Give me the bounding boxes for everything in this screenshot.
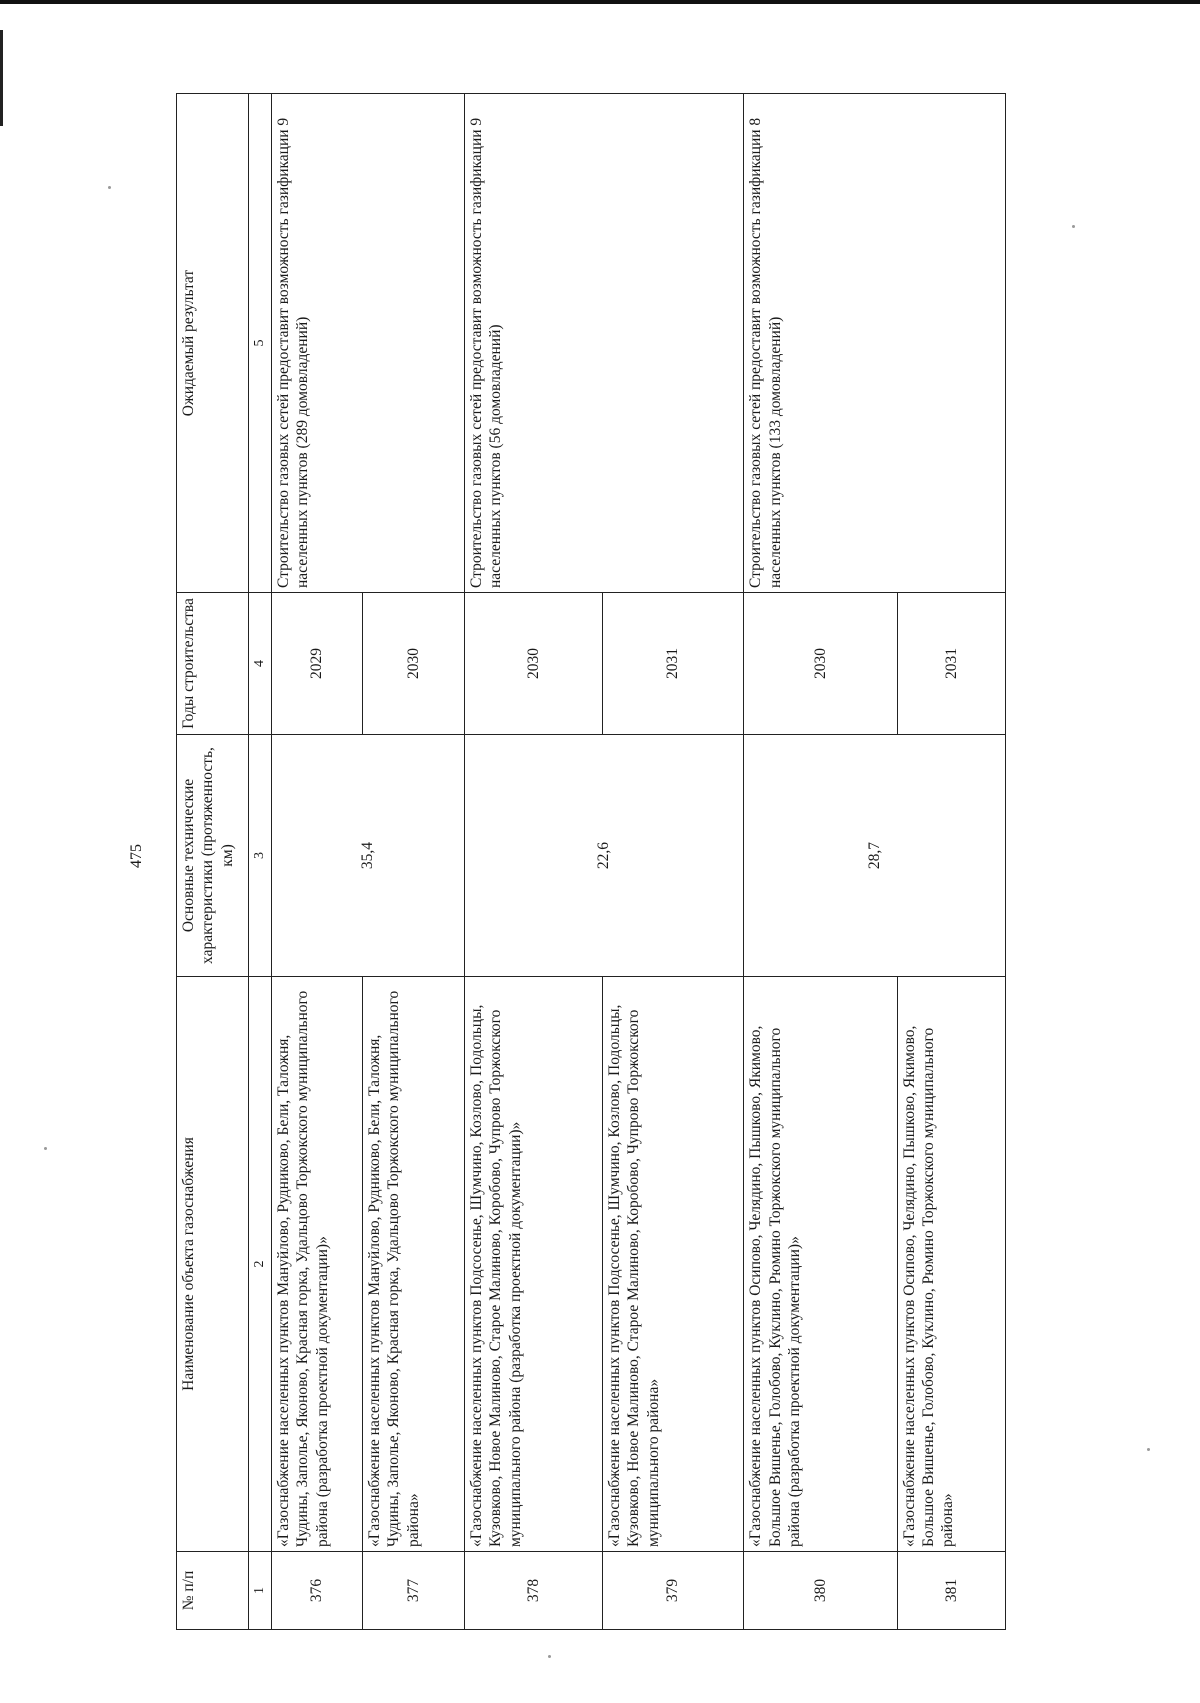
header-technical-characteristics: Основные технические характеристики (протяженность, км): [177, 735, 249, 977]
row-number: 378: [464, 1552, 602, 1630]
scan-speck: [44, 1147, 47, 1150]
table-row: [272, 94, 363, 1630]
length-km: 28,7: [744, 735, 1006, 977]
construction-year: 2030: [464, 593, 602, 735]
table-row: [744, 94, 897, 1630]
row-number: 376: [272, 1552, 363, 1630]
row-number: 380: [744, 1552, 897, 1630]
header-row: [177, 94, 249, 1630]
scan-speck: [1072, 225, 1075, 228]
expected-result: Строительство газовых сетей предоставит возможность газификации 9 населенных пунктов (289 домовладений): [272, 94, 465, 593]
row-number: 379: [602, 1552, 743, 1630]
scan-speck: [548, 1655, 551, 1658]
scan-border-top: [0, 0, 1200, 4]
scan-border-left: [0, 30, 3, 126]
object-name: «Газоснабжение населенных пунктов Подсосенье, Шумчино, Козлово, Подольцы, Кузовково, Новое Малиново, Старое Малиново, Коробово, Чупрово Торжокского муниципального района (разработка проектной документации)»: [464, 977, 602, 1552]
object-name: «Газоснабжение населенных пунктов Мануйлово, Рудниково, Бели, Таложня, Чудины, Заполье, Яконово, Красная горка, Удальцово Торжокского муниципального района»: [362, 977, 464, 1552]
header-expected-result: Ожидаемый результат: [177, 94, 249, 593]
construction-year: 2031: [897, 593, 1006, 735]
length-km: 35,4: [272, 735, 465, 977]
column-index: 2: [249, 977, 272, 1552]
scan-speck: [108, 186, 111, 189]
row-number: 377: [362, 1552, 464, 1630]
row-number: 381: [897, 1552, 1006, 1630]
column-index: 1: [249, 1552, 272, 1630]
header-construction-years: Годы строительства: [177, 593, 249, 735]
object-name: «Газоснабжение населенных пунктов Осипово, Челядино, Пышково, Якимово, Большое Вишенье, Голобово, Куклино, Рюмино Торжокского муниципального района»: [897, 977, 1006, 1552]
column-index-row: [249, 94, 272, 1630]
header-object-name: Наименование объекта газоснабжения: [177, 977, 249, 1552]
gas-supply-table: [176, 93, 1006, 1630]
object-name: «Газоснабжение населенных пунктов Осипово, Челядино, Пышково, Якимово, Большое Вишенье, Голобово, Куклино, Рюмино Торжокского муниципального района (разработка проектной документации)»: [744, 977, 897, 1552]
object-name: «Газоснабжение населенных пунктов Мануйлово, Рудниково, Бели, Таложня, Чудины, Заполье, Яконово, Красная горка, Удальцово Торжокского муниципального района (разработка проектной документации)»: [272, 977, 363, 1552]
length-km: 22,6: [464, 735, 743, 977]
construction-year: 2030: [744, 593, 897, 735]
column-index: 5: [249, 94, 272, 593]
object-name: «Газоснабжение населенных пунктов Подсосенье, Шумчино, Козлово, Подольцы, Кузовково, Новое Малиново, Старое Малиново, Коробово, Чупрово Торжокского муниципального района»: [602, 977, 743, 1552]
construction-year: 2030: [362, 593, 464, 735]
construction-year: 2029: [272, 593, 363, 735]
rotated-table-container: [176, 94, 1006, 1630]
header-number: № п/п: [177, 1552, 249, 1630]
column-index: 3: [249, 735, 272, 977]
column-index: 4: [249, 593, 272, 735]
expected-result: Строительство газовых сетей предоставит возможность газификации 8 населенных пунктов (133 домовладений): [744, 94, 1006, 593]
page-number: 475: [128, 844, 145, 868]
construction-year: 2031: [602, 593, 743, 735]
scan-speck: [1147, 1448, 1150, 1451]
expected-result: Строительство газовых сетей предоставит возможность газификации 9 населенных пунктов (56 домовладений): [464, 94, 743, 593]
table-row: [464, 94, 602, 1630]
